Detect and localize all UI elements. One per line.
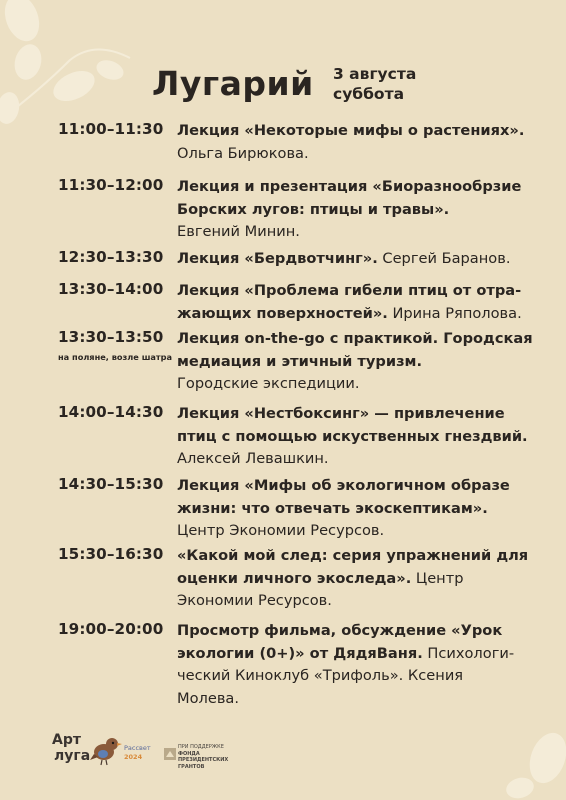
event-description-line: [177, 426, 549, 449]
event-description: [177, 280, 549, 325]
event-description: [177, 545, 549, 613]
event-title-text: жающих поверхностей».: [177, 304, 388, 322]
event-title-text: Лекция on-the-go с практикой. Городская: [177, 330, 533, 347]
event-time: 11:30–12:00: [58, 176, 164, 194]
page-title: Лугарий: [152, 64, 314, 103]
date-day: 3 августа: [333, 65, 417, 83]
event-speaker-text: Городские экспедиции.: [177, 375, 360, 392]
event-description-line: [177, 373, 549, 396]
event-title-text: Лекция и презентация «Биоразнообрзие: [177, 178, 522, 195]
event-description-line: [177, 248, 549, 271]
event-title-text: жизни: что отвечать экоскептикам».: [177, 499, 488, 517]
fpg-emblem-icon: [164, 748, 176, 760]
event-description-line: [177, 545, 549, 568]
event-time: 13:30–14:00: [58, 280, 164, 298]
event-time: 19:00–20:00: [58, 620, 164, 638]
event-description-line: [177, 475, 549, 498]
event-speaker-text: Центр: [411, 569, 464, 587]
event-description: [177, 120, 549, 165]
event-description-line: [177, 688, 549, 711]
event-description-line: [177, 665, 549, 688]
event-description-line: [177, 328, 549, 351]
event-title-text: Лекция «Некоторые мифы о растениях».: [177, 122, 525, 139]
event-description-line: [177, 643, 549, 666]
event-title-text: экологии (0+)» от ДядяВаня.: [177, 644, 423, 662]
event-description-line: [177, 303, 549, 326]
logo-line-2: луга: [54, 748, 91, 764]
fpg-small-label: ПРИ ПОДДЕРЖКЕ: [178, 744, 224, 750]
event-location-note: на поляне, возле шатра: [58, 352, 173, 362]
event-speaker-text: Молева.: [177, 689, 240, 707]
event-description-line: [177, 143, 549, 166]
event-title-text: Лекция «Мифы об экологичном образе: [177, 477, 510, 494]
event-description-line: [177, 221, 549, 244]
event-time: 11:00–11:30: [58, 120, 164, 138]
event-description-line: [177, 176, 549, 199]
footer: [0, 720, 566, 800]
fpg-line-2: ПРЕЗИДЕНТСКИХ: [178, 757, 229, 763]
event-description-line: [177, 403, 549, 426]
event-title-text: птиц с помощью искуственных гнездвий.: [177, 427, 528, 445]
logo-line-1: Арт: [52, 732, 81, 748]
date-block: [333, 64, 416, 104]
event-description-line: [177, 199, 549, 222]
event-description: [177, 328, 549, 396]
event-description: [177, 475, 549, 543]
art-luga-logo: [52, 732, 90, 764]
fpg-line-1: ФОНДА: [178, 750, 200, 757]
event-time: 12:30–13:30: [58, 248, 164, 266]
bird-icon: [90, 732, 122, 766]
event-description: [177, 248, 549, 271]
event-description-line: [177, 280, 549, 303]
event-description-line: [177, 351, 549, 374]
event-title-text: Лекция «Бердвотчинг».: [177, 250, 378, 267]
rassvet-logo: [124, 744, 151, 762]
event-description-line: [177, 520, 549, 543]
event-title-text: Борских лугов: птицы и травы».: [177, 200, 450, 218]
event-speaker-text: Ирина Ряполова.: [387, 304, 522, 322]
event-time: 15:30–16:30: [58, 545, 164, 563]
event-description-line: [177, 590, 549, 613]
event-description-line: [177, 120, 549, 143]
header: [0, 58, 566, 114]
date-weekday: суббота: [333, 85, 405, 103]
fpg-logo: [178, 744, 228, 770]
event-title-text: оценки личного экоследа».: [177, 569, 412, 587]
event-speaker-text: Алексей Левашкин.: [177, 450, 329, 467]
event-speaker-text: Ольга Бирюкова.: [177, 144, 309, 162]
event-speaker-text: Центр Экономии Ресурсов.: [177, 522, 385, 539]
event-description: [177, 403, 549, 471]
event-speaker-text: Экономии Ресурсов.: [177, 592, 332, 609]
fpg-line-3: ГРАНТОВ: [178, 763, 205, 770]
event-description: [177, 620, 549, 710]
event-title-text: Просмотр фильма, обсуждение «Урок: [177, 622, 503, 639]
event-time: 14:00–14:30: [58, 403, 164, 421]
event-description-line: [177, 498, 549, 521]
event-title-text: Лекция «Проблема гибели птиц от отра-: [177, 282, 522, 299]
event-title-text: медиация и этичный туризм.: [177, 352, 423, 370]
rassvet-label: Рассвет: [124, 744, 151, 752]
event-title-text: «Какой мой след: серия упражнений для: [177, 547, 529, 564]
event-time: 14:30–15:30: [58, 475, 164, 493]
event-description-line: [177, 448, 549, 471]
event-title-text: Лекция «Нестбоксинг» — привлечение: [177, 405, 505, 422]
event-description: [177, 176, 549, 244]
event-description-line: [177, 620, 549, 643]
event-speaker-text: Сергей Баранов.: [377, 250, 511, 267]
event-speaker-text: ческий Киноклуб «Трифоль». Ксения: [177, 667, 464, 684]
rassvet-year: 2024: [124, 753, 143, 761]
event-time: 13:30–13:50: [58, 328, 164, 346]
event-speaker-text: Психологи-: [422, 644, 515, 662]
event-description-line: [177, 568, 549, 591]
event-speaker-text: Евгений Минин.: [177, 223, 300, 240]
